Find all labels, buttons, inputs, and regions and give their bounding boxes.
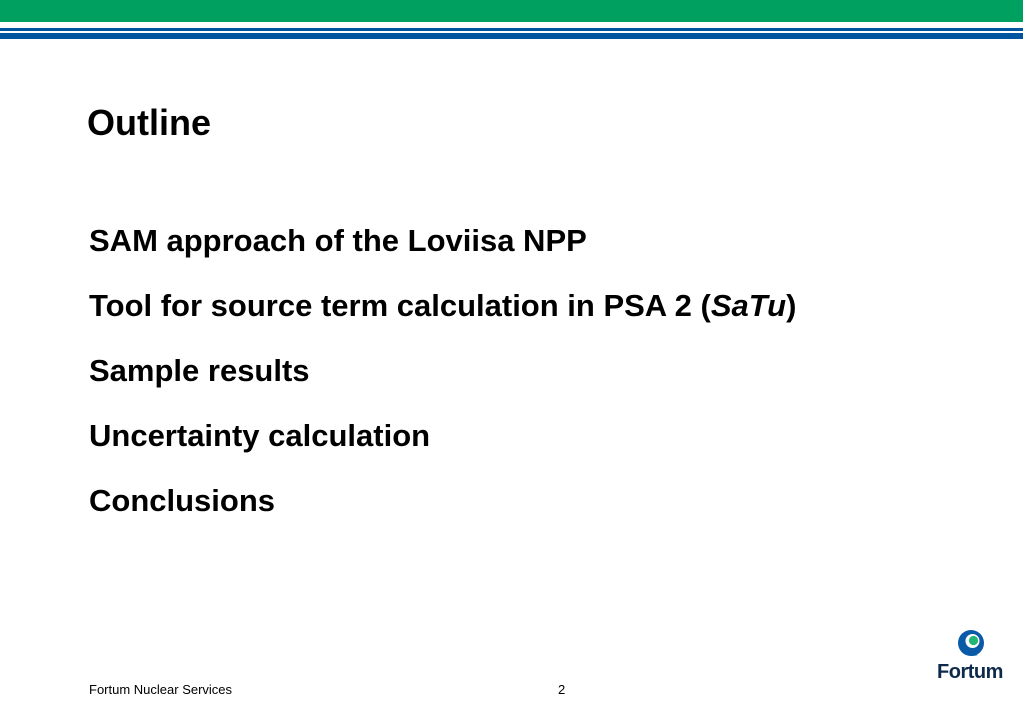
- outline-item-satu-tool: [89, 284, 796, 328]
- fortum-logo-text: Fortum: [937, 661, 1003, 683]
- slide-title: Outline: [87, 102, 211, 143]
- fortum-logo: [934, 626, 1006, 686]
- outline-item-conclusions: Conclusions: [89, 483, 276, 518]
- header-blue-thin-bar: [0, 28, 1023, 31]
- outline-item-uncertainty: Uncertainty calculation: [89, 418, 431, 453]
- outline-list: [89, 219, 796, 544]
- header-blue-thick-bar: [0, 33, 1023, 39]
- outline-item-sam-approach: SAM approach of the Loviisa NPP: [89, 223, 587, 258]
- page-number: 2: [558, 682, 566, 697]
- outline-item-satu-italic: SaTu: [710, 288, 787, 323]
- outline-item-sample-results: Sample results: [89, 353, 310, 388]
- fortum-logo-icon: [956, 628, 986, 660]
- header-green-bar: [0, 0, 1023, 22]
- outline-item-satu-text: Tool for source term calculation in PSA 2 (: [89, 288, 711, 323]
- footer-organization: Fortum Nuclear Services: [89, 682, 233, 697]
- outline-item-satu-close: ): [786, 288, 797, 323]
